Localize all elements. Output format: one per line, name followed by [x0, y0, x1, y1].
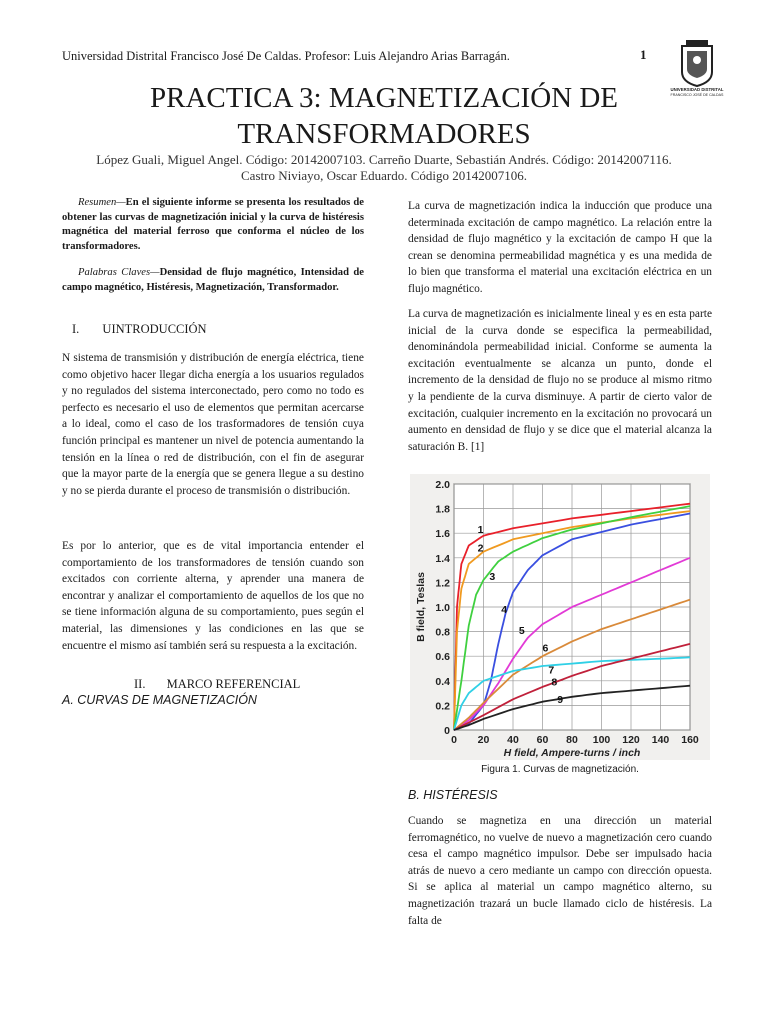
- section-1-title: UINTRODUCCIÓN: [102, 322, 207, 336]
- intro-text-2: Es por lo anterior, que es de vital importancia entender el comportamiento de los transformadores de tensión cuando son excitados con corriente alterna, y aprender una manera de encontrar y analizar el comportamiento de aquellos de los que no se tiene información alguna de su comportamiento, pues según el material, las dimensiones y las condiciones en las que se encuentre el mismo así también será su respuesta a la excitación.: [62, 540, 364, 652]
- section-2-title: MARCO REFERENCIAL: [166, 677, 301, 691]
- keywords-label: Palabras Claves—: [78, 267, 160, 278]
- x-tick-label: 100: [592, 734, 611, 746]
- section-1-number: I.: [72, 322, 80, 336]
- y-tick-label: 2.0: [435, 479, 450, 491]
- right-text-3: Cuando se magnetiza en una dirección un material ferromagnético, no vuelve de nuevo a magnetización cero cuando cesa el campo magnético impulsor. Debe ser impulsado hacia atrás de nuevo a cero mediante un campo con dirección opuesta. Si se aplica al material un campo magnético alterno, su magnetización trazará un bucle llamado ciclo de histéresis. La falta de: [408, 815, 712, 927]
- x-axis-label: H field, Ampere-turns / inch: [503, 747, 641, 759]
- keywords: [62, 266, 364, 295]
- y-tick-label: 0.6: [435, 651, 450, 664]
- y-tick-label: 1.8: [435, 503, 450, 516]
- y-tick-label: 1.6: [435, 528, 450, 541]
- y-tick-label: 0.4: [435, 675, 450, 688]
- y-tick-label: 0.8: [435, 626, 450, 639]
- page-title: [0, 80, 768, 152]
- logo-text-1: UNIVERSIDAD DISTRITAL: [670, 87, 724, 92]
- y-tick-label: 0: [444, 725, 450, 737]
- series-label-6: 6: [542, 642, 549, 655]
- series-label-5: 5: [518, 625, 525, 638]
- title-line-1: PRACTICA 3: MAGNETIZACIÓN DE: [149, 82, 619, 114]
- x-tick-label: 40: [507, 734, 519, 746]
- logo-text-2: FRANCISCO JOSÉ DE CALDAS: [670, 93, 724, 97]
- intro-paragraph-2: [62, 538, 364, 654]
- right-text-1: La curva de magnetización indica la inducción que produce una determinada excitación de campo magnético. La relación entre la densidad de flujo magnético y la excitación de campo H que la crean se denomina permeabilidad magnética y es una medida de lo bien que transforma el material una excitación eléctrica en un flujo magnético.: [408, 200, 712, 295]
- right-paragraph-1: [408, 198, 712, 298]
- abstract-text: En el siguiente informe se presenta los resultados de obtener las curvas de magnetización inicial y la curva de histéresis magnética del material ferroso que conforma el núcleo de los transformadores.: [62, 197, 364, 252]
- x-tick-label: 140: [651, 734, 670, 746]
- x-tick-label: 160: [681, 734, 699, 746]
- y-axis-label: B field, Teslas: [415, 572, 427, 642]
- x-tick-label: 0: [451, 734, 457, 746]
- running-head: Universidad Distrital Francisco José De Caldas. Profesor: Luis Alejandro Arias Barragán.: [62, 49, 510, 63]
- keywords-text: Densidad de flujo magnético, Intensidad de campo magnético, Histéresis, Magnetización, Transformador.: [62, 267, 365, 293]
- section-2-heading: [134, 677, 300, 692]
- subsection-b-heading: B. HISTÉRESIS: [408, 788, 498, 802]
- series-label-1: 1: [477, 524, 484, 537]
- intro-text-1: N sistema de transmisión y distribución de energía eléctrica, tiene como objetivo hacer llegar dicha energía a los usuarios regulados y no regulados del sistema interconectado, pero como no todo es perfecto es necesario el uso de elementos que permitan acercarse a lo ideal, como el caso de los trasformadores de tensión cuya función principal es mantener un nivel de potencia aumentando la tensión en la línea o red de distribución, con el fin de asegurar que la mayor parte de la energía que se genera llegue a su destino y no se pierda durante el proceso de transmisión o distribución.: [62, 352, 364, 497]
- y-tick-label: 1.2: [435, 577, 450, 590]
- x-tick-label: 120: [622, 734, 640, 746]
- y-tick-label: 1.4: [435, 552, 450, 565]
- section-1-heading: [72, 322, 207, 337]
- intro-paragraph-1: [62, 350, 364, 499]
- authors: [0, 152, 768, 184]
- series-label-2: 2: [477, 542, 484, 555]
- page-number: 1: [640, 47, 647, 62]
- series-label-4: 4: [501, 604, 508, 617]
- right-paragraph-3: [408, 813, 712, 929]
- right-text-2: La curva de magnetización es inicialmente lineal y es en esta parte inicial de la curva donde se especifica la permeabilidad, denominándola permeabilidad inicial. Conforme se aumenta la excitación eventualmente se alcanza un punto, donde el incremento de la densidad de flujo no se produce al mismo ritmo y la pendiente de la curva disminuye. A partir de cierto valor de excitación, cualquier incremento en la excitación no provocará un aumento en densidad de flujo y se dice que el material alcanza la saturación B. [1]: [408, 308, 712, 453]
- title-line-2: TRANSFORMADORES: [237, 118, 531, 150]
- y-tick-label: 1.0: [435, 602, 450, 614]
- section-2-number: II.: [134, 677, 146, 691]
- y-tick-label: 0.2: [435, 700, 450, 713]
- right-paragraph-2: [408, 306, 712, 455]
- abstract: [62, 196, 364, 254]
- authors-line-1: López Guali, Miguel Angel. Código: 20142007103. Carreño Duarte, Sebastián Andrés. Código: 20142007116.: [96, 152, 672, 167]
- abstract-label: Resumen—: [78, 197, 126, 208]
- magnetization-chart: [410, 474, 710, 760]
- series-label-9: 9: [557, 693, 564, 706]
- x-tick-label: 20: [477, 734, 490, 746]
- figure-caption: Figura 1. Curvas de magnetización.: [481, 764, 639, 775]
- x-tick-label: 80: [566, 734, 578, 746]
- authors-line-2: Castro Niviayo, Oscar Eduardo. Código 20142007106.: [241, 168, 527, 183]
- subsection-a-heading: A. CURVAS DE MAGNETIZACIÓN: [62, 693, 257, 707]
- series-label-3: 3: [489, 570, 496, 583]
- series-label-7: 7: [548, 664, 555, 677]
- x-tick-label: 60: [536, 734, 549, 746]
- series-label-8: 8: [551, 676, 558, 689]
